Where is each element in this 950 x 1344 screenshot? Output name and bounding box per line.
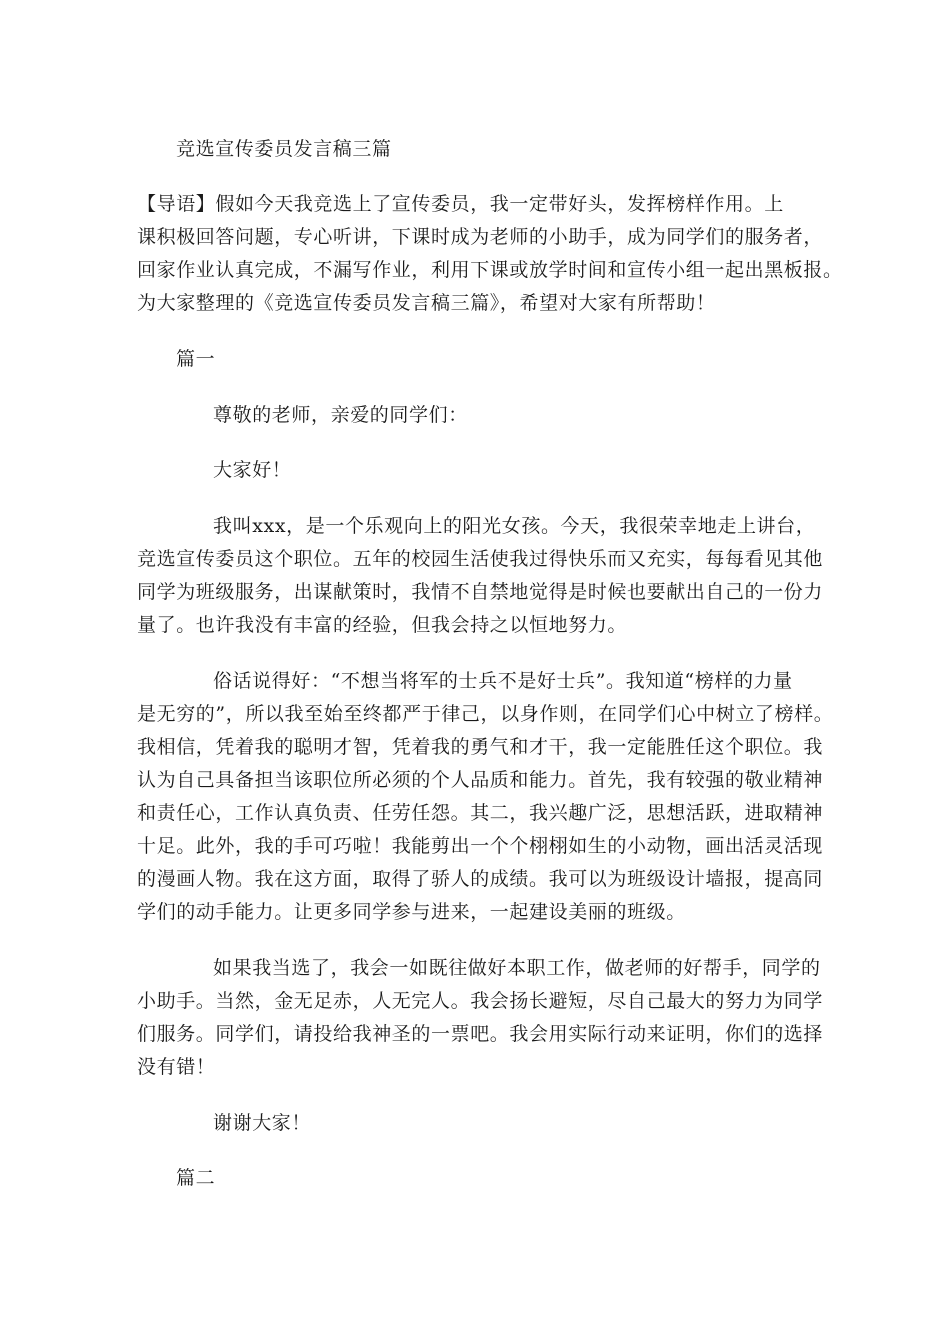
paragraph-line: 我叫xxx，是一个乐观向上的阳光女孩。今天，我很荣幸地走上讲台， bbox=[213, 515, 816, 537]
paragraph-line: 同学为班级服务，出谋献策时，我情不自禁地觉得是时候也要献出自己的一份力 bbox=[137, 581, 824, 603]
document-title: 竞选宣传委员发言稿三篇 bbox=[176, 138, 392, 160]
paragraph-line: 十足。此外，我的手可巧啦！我能剪出一个个栩栩如生的小动物，画出活灵活现 bbox=[137, 835, 824, 857]
paragraph-line: 没有错！ bbox=[137, 1056, 216, 1078]
section-heading: 篇二 bbox=[176, 1167, 216, 1189]
paragraph-line: 学们的动手能力。让更多同学参与进来，一起建设美丽的班级。 bbox=[137, 901, 686, 923]
paragraph-line: 俗话说得好：“不想当将军的士兵不是好士兵”。我知道“榜样的力量 bbox=[213, 670, 793, 692]
intro-line: 【导语】假如今天我竞选上了宣传委员，我一定带好头，发挥榜样作用。上 bbox=[137, 193, 784, 215]
paragraph-line: 小助手。当然，金无足赤，人无完人。我会扬长避短，尽自己最大的努力为同学 bbox=[137, 990, 824, 1012]
paragraph-line: 如果我当选了，我会一如既往做好本职工作，做老师的好帮手，同学的 bbox=[213, 957, 821, 979]
paragraph-line: 认为自己具备担当该职位所必须的个人品质和能力。首先，我有较强的敬业精神 bbox=[137, 769, 824, 791]
intro-line: 课积极回答问题，专心听讲，下课时成为老师的小助手，成为同学们的服务者， bbox=[137, 226, 824, 248]
paragraph-line: 的漫画人物。我在这方面，取得了骄人的成绩。我可以为班级设计墙报，提高同 bbox=[137, 868, 824, 890]
paragraph-line: 我相信，凭着我的聪明才智，凭着我的勇气和才干，我一定能胜任这个职位。我 bbox=[137, 736, 824, 758]
paragraph-line: 量了。也许我没有丰富的经验，但我会持之以恒地努力。 bbox=[137, 614, 628, 636]
paragraph-line: 是无穷的”，所以我至始至终都严于律己，以身作则，在同学们心中树立了榜样。 bbox=[137, 703, 834, 725]
greeting: 大家好！ bbox=[213, 459, 292, 481]
salutation: 尊敬的老师，亲爱的同学们： bbox=[213, 404, 468, 426]
paragraph-line: 们服务。同学们，请投给我神圣的一票吧。我会用实际行动来证明，你们的选择 bbox=[137, 1023, 824, 1045]
closing: 谢谢大家！ bbox=[213, 1112, 312, 1134]
intro-line: 回家作业认真完成，不漏写作业，利用下课或放学时间和宣传小组一起出黑板报。 bbox=[137, 259, 843, 281]
section-heading: 篇一 bbox=[176, 348, 216, 370]
intro-line: 为大家整理的《竞选宣传委员发言稿三篇》，希望对大家有所帮助！ bbox=[137, 292, 716, 314]
paragraph-line: 和责任心，工作认真负责、任劳任怨。其二，我兴趣广泛，思想活跃，进取精神 bbox=[137, 802, 824, 824]
paragraph-line: 竞选宣传委员这个职位。五年的校园生活使我过得快乐而又充实，每每看见其他 bbox=[137, 548, 824, 570]
